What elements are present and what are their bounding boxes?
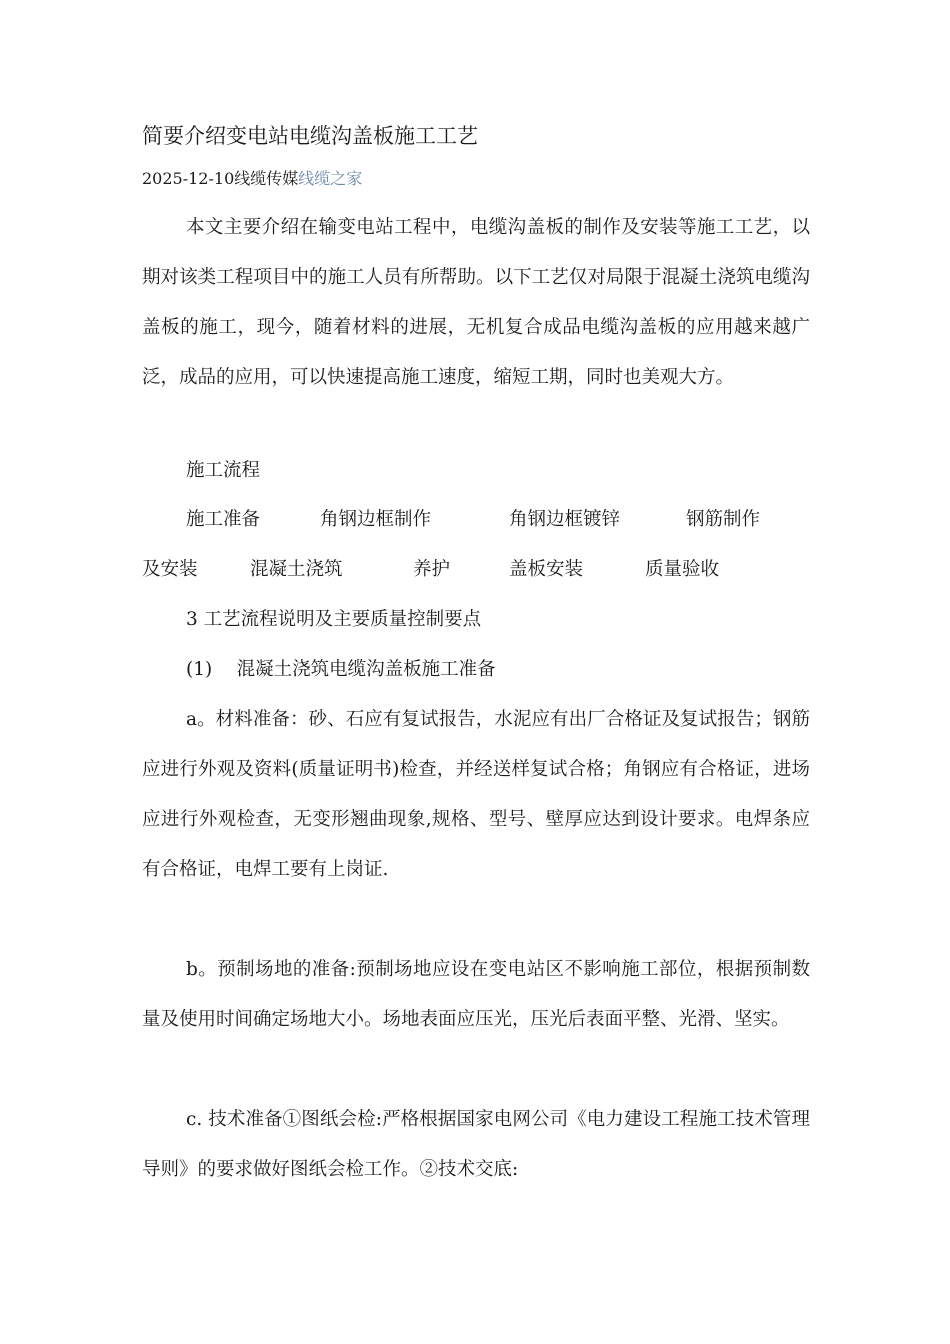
article-meta	[142, 166, 362, 192]
flow-step: 角钢边框镀锌	[509, 509, 621, 530]
article-source-link[interactable]: 线缆之家	[298, 169, 363, 188]
section-heading: 3 工艺流程说明及主要质量控制要点	[186, 609, 482, 630]
article-date: 2025-12-10	[142, 169, 235, 188]
flow-step: 养护	[413, 559, 451, 580]
flow-step: 及安装	[142, 559, 198, 580]
flow-step: 施工准备	[186, 509, 261, 530]
flow-step: 角钢边框制作	[320, 509, 432, 530]
paragraph-site: b。预制场地的准备:预制场地应设在变电站区不影响施工部位，根据预制数量及使用时间确定场地大小。场地表面应压光，压光后表面平整、光滑、坚实。	[142, 959, 810, 1030]
article-author: 线缆传媒	[234, 169, 299, 188]
flow-step: 质量验收	[645, 559, 720, 580]
article-title: 简要介绍变电站电缆沟盖板施工工艺	[142, 124, 478, 148]
subsection-heading: (1) 混凝土浇筑电缆沟盖板施工准备	[186, 659, 496, 680]
flow-heading: 施工流程	[186, 460, 261, 481]
intro-paragraph: 本文主要介绍在输变电站工程中，电缆沟盖板的制作及安装等施工工艺，以期对该类工程项目中的施工人员有所帮助。以下工艺仅对局限于混凝土浇筑电缆沟盖板的施工，现今，随着材料的进展，无机复合成品电缆沟盖板的应用越来越广泛，成品的应用，可以快速提高施工速度，缩短工期，同时也美观大方。	[142, 217, 810, 388]
flow-step: 钢筋制作	[686, 509, 761, 530]
flow-step: 混凝土浇筑	[250, 559, 343, 580]
paragraph-technical: c. 技术准备①图纸会检:严格根据国家电网公司《电力建设工程施工技术管理导则》的要求做好图纸会检工作。②技术交底:	[142, 1109, 810, 1180]
flow-step: 盖板安装	[509, 559, 584, 580]
paragraph-materials: a。材料准备：砂、石应有复试报告，水泥应有出厂合格证及复试报告；钢筋应进行外观及资料(质量证明书)检查，并经送样复试合格；角钢应有合格证，进场应进行外观检查，无变形翘曲现象,规格、型号、壁厚应达到设计要求。电焊条应有合格证，电焊工要有上岗证.	[142, 709, 810, 880]
